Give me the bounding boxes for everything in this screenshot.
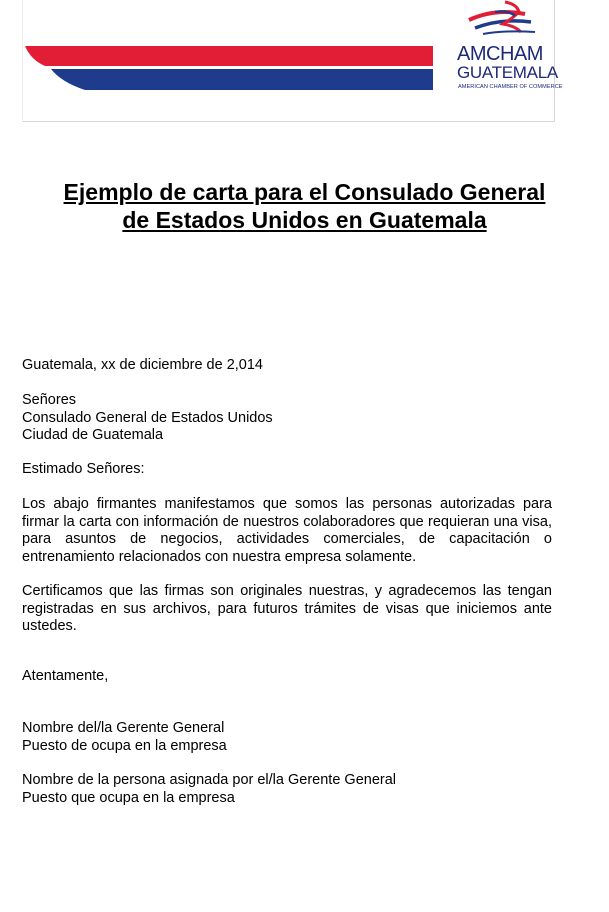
salutation: Estimado Señores: bbox=[22, 461, 145, 477]
amcham-logo bbox=[453, 0, 563, 96]
blue-stripe bbox=[51, 69, 433, 90]
paragraph-2: Certificamos que las firmas son originales nuestras, y agradecemos las tengan registradas en sus archivos, para futuros trámites de visas que iniciemos ante ustedes. bbox=[22, 583, 552, 634]
bird-emblem-icon bbox=[465, 0, 539, 42]
recipient-line-2: Consulado General de Estados Unidos bbox=[22, 409, 273, 426]
logo-country: GUATEMALA bbox=[457, 63, 558, 82]
logo-name: AMCHAM bbox=[457, 43, 543, 65]
title-line-1: Ejemplo de carta para el Consulado General bbox=[63, 179, 546, 205]
recipient-block bbox=[22, 392, 552, 445]
red-stripe bbox=[25, 46, 433, 66]
signer-1-position: Puesto de ocupa en la empresa bbox=[22, 737, 227, 754]
letterhead-stripes bbox=[23, 0, 443, 100]
logo-subtitle: AMERICAN CHAMBER OF COMMERCE bbox=[458, 84, 563, 90]
signer-1-name: Nombre del/la Gerente General bbox=[22, 720, 225, 736]
paragraph-1: Los abajo firmantes manifestamos que somos las personas autorizadas para firmar la carta con información de nuestros colaboradores que requieran una visa, para asuntos de negocios, actividades comerciales, de capacitación o entrenamiento relacionados con nuestra empresa solamente. bbox=[22, 496, 552, 565]
title-line-2: de Estados Unidos en Guatemala bbox=[122, 207, 487, 233]
document-title bbox=[0, 178, 609, 234]
signer-2-name: Nombre de la persona asignada por el/la Gerente General bbox=[22, 772, 397, 788]
signer-2-position: Puesto que ocupa en la empresa bbox=[22, 789, 235, 806]
signer-1-block bbox=[22, 720, 552, 755]
recipient-line-1: Señores bbox=[22, 392, 77, 408]
letter-date: Guatemala, xx de diciembre de 2,014 bbox=[22, 357, 263, 373]
recipient-line-3: Ciudad de Guatemala bbox=[22, 427, 164, 443]
signer-2-block bbox=[22, 772, 552, 807]
closing: Atentamente, bbox=[22, 668, 109, 684]
